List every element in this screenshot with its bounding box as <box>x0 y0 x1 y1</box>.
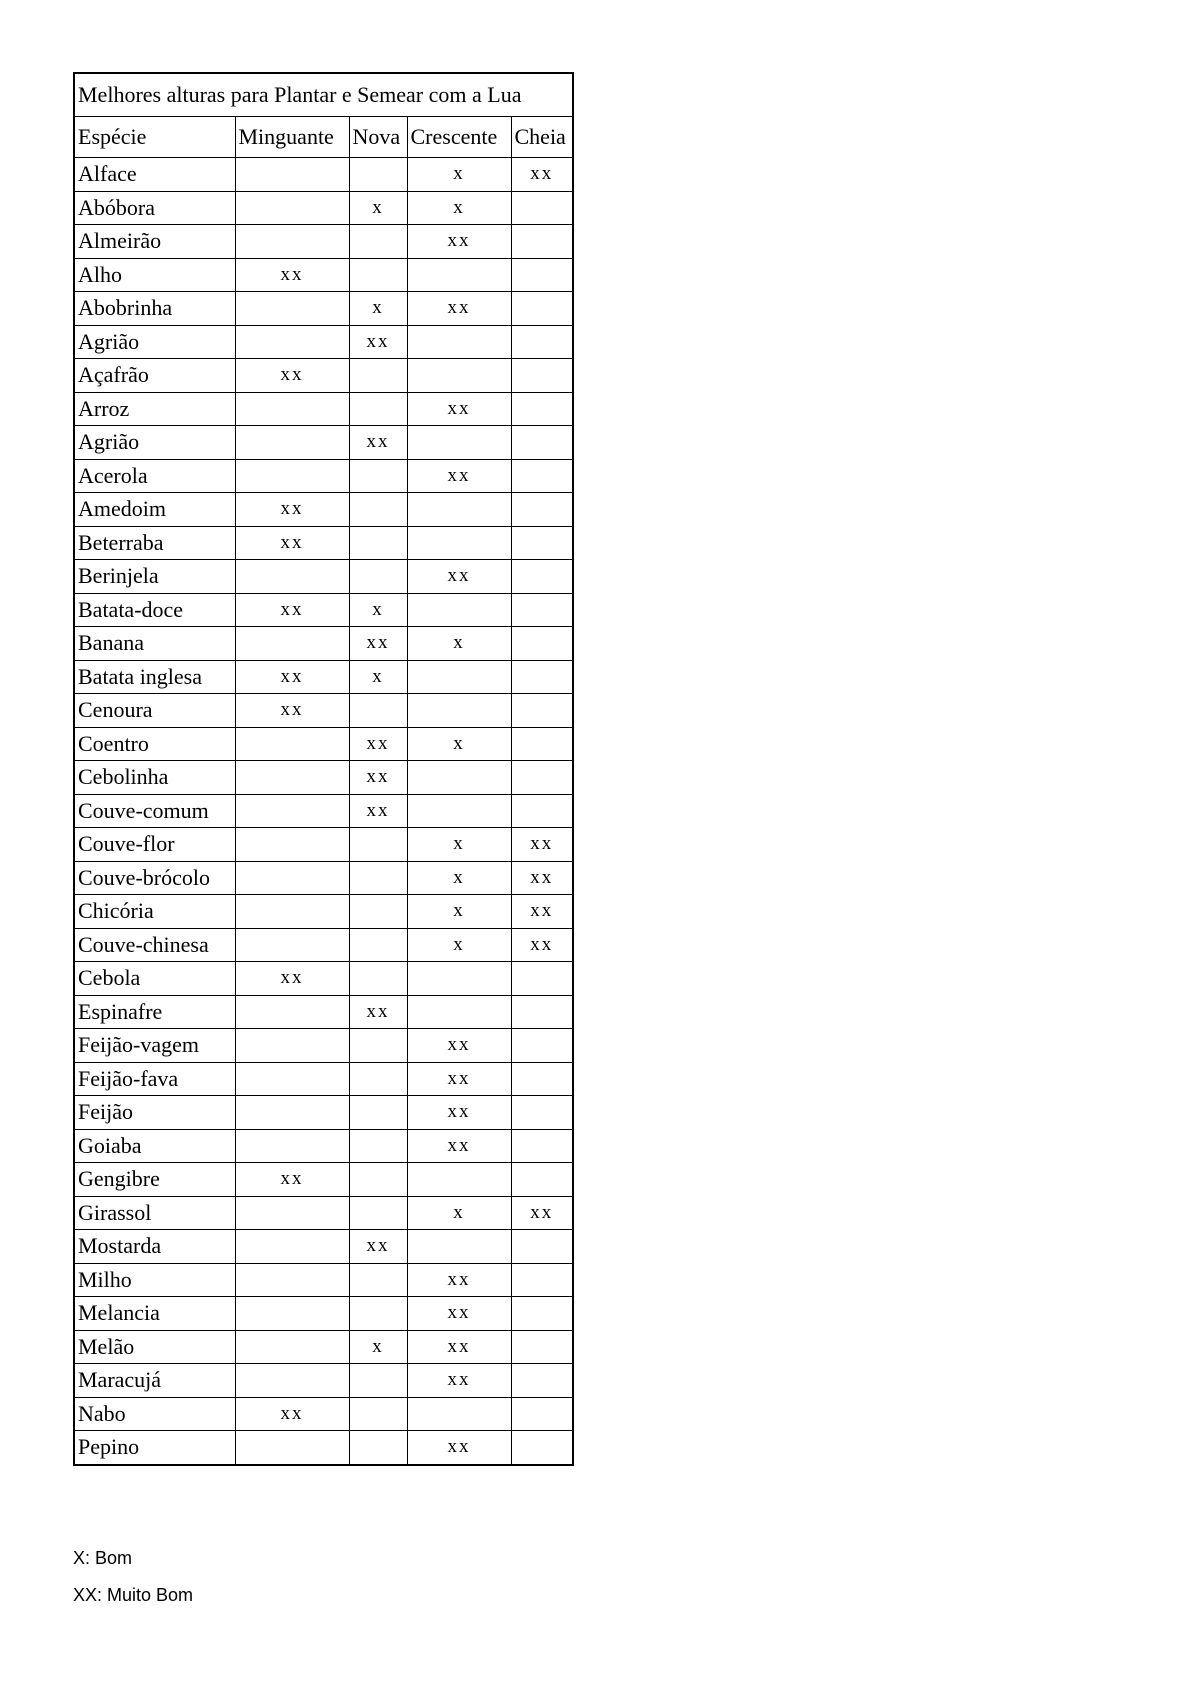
moon-cheia-cell <box>511 560 573 594</box>
moon-minguante-cell <box>235 1431 349 1465</box>
moon-crescente-cell: x <box>407 895 511 929</box>
table-row <box>74 1029 573 1063</box>
moon-cheia-cell <box>511 1431 573 1465</box>
moon-crescente-cell: x <box>407 1196 511 1230</box>
moon-crescente-cell: xx <box>407 1096 511 1130</box>
moon-crescente-cell <box>407 258 511 292</box>
moon-cheia-cell <box>511 1062 573 1096</box>
moon-crescente-cell <box>407 794 511 828</box>
moon-nova-cell <box>349 861 407 895</box>
moon-crescente-cell: xx <box>407 1431 511 1465</box>
moon-crescente-cell: xx <box>407 1263 511 1297</box>
species-cell: Girassol <box>74 1196 235 1230</box>
species-cell: Couve-flor <box>74 828 235 862</box>
moon-crescente-cell: x <box>407 727 511 761</box>
legend-bom: X: Bom <box>73 1548 133 1568</box>
moon-crescente-cell: xx <box>407 225 511 259</box>
moon-minguante-cell <box>235 459 349 493</box>
table-row <box>74 426 573 460</box>
table-row <box>74 828 573 862</box>
moon-nova-cell <box>349 258 407 292</box>
moon-cheia-cell <box>511 727 573 761</box>
moon-nova-cell <box>349 1431 407 1465</box>
table-row <box>74 1129 573 1163</box>
moon-cheia-cell <box>511 794 573 828</box>
moon-crescente-cell <box>407 325 511 359</box>
moon-cheia-cell <box>511 191 573 225</box>
moon-nova-cell <box>349 1029 407 1063</box>
moon-minguante-cell: xx <box>235 962 349 996</box>
table-row <box>74 593 573 627</box>
table-row <box>74 392 573 426</box>
species-cell: Feijão <box>74 1096 235 1130</box>
header-especie: Espécie <box>74 117 235 158</box>
moon-minguante-cell <box>235 828 349 862</box>
species-cell: Cebolinha <box>74 761 235 795</box>
moon-nova-cell: xx <box>349 995 407 1029</box>
species-cell: Agrião <box>74 325 235 359</box>
moon-crescente-cell: xx <box>407 459 511 493</box>
moon-nova-cell <box>349 1062 407 1096</box>
moon-cheia-cell: xx <box>511 1196 573 1230</box>
table-row <box>74 895 573 929</box>
moon-minguante-cell <box>235 292 349 326</box>
moon-cheia-cell <box>511 962 573 996</box>
table-row <box>74 962 573 996</box>
moon-cheia-cell <box>511 493 573 527</box>
legend-muito-bom: XX: Muito Bom <box>73 1585 194 1605</box>
moon-nova-cell <box>349 560 407 594</box>
table-row <box>74 794 573 828</box>
species-cell: Agrião <box>74 426 235 460</box>
species-cell: Mostarda <box>74 1230 235 1264</box>
header-crescente: Crescente <box>407 117 511 158</box>
moon-cheia-cell: xx <box>511 828 573 862</box>
moon-minguante-cell: xx <box>235 526 349 560</box>
species-cell: Couve-chinesa <box>74 928 235 962</box>
moon-nova-cell <box>349 392 407 426</box>
moon-cheia-cell <box>511 1330 573 1364</box>
moon-nova-cell: x <box>349 191 407 225</box>
table-row <box>74 1297 573 1331</box>
species-cell: Berinjela <box>74 560 235 594</box>
moon-nova-cell: xx <box>349 325 407 359</box>
moon-minguante-cell <box>235 928 349 962</box>
moon-minguante-cell <box>235 325 349 359</box>
moon-cheia-cell <box>511 593 573 627</box>
moon-nova-cell: xx <box>349 761 407 795</box>
table-row <box>74 1062 573 1096</box>
table-row <box>74 1431 573 1465</box>
moon-cheia-cell <box>511 995 573 1029</box>
moon-cheia-cell <box>511 660 573 694</box>
table-body <box>74 158 573 1465</box>
moon-crescente-cell: xx <box>407 1029 511 1063</box>
moon-nova-cell <box>349 459 407 493</box>
moon-cheia-cell <box>511 459 573 493</box>
moon-minguante-cell: xx <box>235 359 349 393</box>
moon-crescente-cell: xx <box>407 1297 511 1331</box>
moon-nova-cell <box>349 962 407 996</box>
moon-cheia-cell <box>511 426 573 460</box>
moon-cheia-cell <box>511 1297 573 1331</box>
species-cell: Alho <box>74 258 235 292</box>
moon-cheia-cell <box>511 761 573 795</box>
moon-crescente-cell: x <box>407 861 511 895</box>
species-cell: Batata-doce <box>74 593 235 627</box>
moon-cheia-cell <box>511 1029 573 1063</box>
moon-cheia-cell: xx <box>511 861 573 895</box>
moon-cheia-cell <box>511 359 573 393</box>
table-row <box>74 1263 573 1297</box>
table-row <box>74 627 573 661</box>
moon-minguante-cell <box>235 727 349 761</box>
moon-minguante-cell <box>235 225 349 259</box>
table-row <box>74 1096 573 1130</box>
moon-nova-cell: x <box>349 593 407 627</box>
species-cell: Gengibre <box>74 1163 235 1197</box>
moon-nova-cell: x <box>349 292 407 326</box>
table-row <box>74 258 573 292</box>
moon-minguante-cell: xx <box>235 1397 349 1431</box>
moon-minguante-cell <box>235 794 349 828</box>
moon-crescente-cell <box>407 593 511 627</box>
table-title: Melhores alturas para Plantar e Semear com a Lua <box>74 73 573 117</box>
moon-minguante-cell <box>235 627 349 661</box>
species-cell: Milho <box>74 1263 235 1297</box>
moon-cheia-cell <box>511 292 573 326</box>
table-row <box>74 292 573 326</box>
moon-crescente-cell <box>407 1397 511 1431</box>
moon-nova-cell: xx <box>349 426 407 460</box>
species-cell: Coentro <box>74 727 235 761</box>
species-cell: Feijão-fava <box>74 1062 235 1096</box>
table-row <box>74 995 573 1029</box>
species-cell: Pepino <box>74 1431 235 1465</box>
moon-cheia-cell: xx <box>511 928 573 962</box>
moon-cheia-cell <box>511 225 573 259</box>
header-nova: Nova <box>349 117 407 158</box>
title-row <box>74 73 573 117</box>
moon-planting-table <box>73 72 574 1466</box>
species-cell: Beterraba <box>74 526 235 560</box>
moon-minguante-cell <box>235 392 349 426</box>
moon-minguante-cell: xx <box>235 1163 349 1197</box>
moon-minguante-cell: xx <box>235 660 349 694</box>
species-cell: Açafrão <box>74 359 235 393</box>
moon-minguante-cell <box>235 761 349 795</box>
moon-crescente-cell: xx <box>407 560 511 594</box>
moon-minguante-cell <box>235 1129 349 1163</box>
moon-crescente-cell <box>407 1163 511 1197</box>
moon-nova-cell <box>349 359 407 393</box>
moon-crescente-cell: xx <box>407 1330 511 1364</box>
moon-cheia-cell <box>511 694 573 728</box>
moon-nova-cell <box>349 828 407 862</box>
table-row <box>74 660 573 694</box>
table-row <box>74 191 573 225</box>
moon-minguante-cell: xx <box>235 493 349 527</box>
moon-nova-cell: x <box>349 660 407 694</box>
species-cell: Couve-comum <box>74 794 235 828</box>
table-row <box>74 560 573 594</box>
moon-nova-cell: xx <box>349 727 407 761</box>
moon-minguante-cell <box>235 1062 349 1096</box>
species-cell: Banana <box>74 627 235 661</box>
table-row <box>74 1364 573 1398</box>
species-cell: Feijão-vagem <box>74 1029 235 1063</box>
species-cell: Goiaba <box>74 1129 235 1163</box>
moon-nova-cell: xx <box>349 1230 407 1264</box>
species-cell: Cenoura <box>74 694 235 728</box>
moon-cheia-cell <box>511 325 573 359</box>
table-row <box>74 359 573 393</box>
moon-crescente-cell <box>407 1230 511 1264</box>
moon-crescente-cell: x <box>407 191 511 225</box>
moon-nova-cell <box>349 493 407 527</box>
species-cell: Almeirão <box>74 225 235 259</box>
species-cell: Melancia <box>74 1297 235 1331</box>
moon-nova-cell <box>349 1297 407 1331</box>
moon-crescente-cell <box>407 694 511 728</box>
table-row <box>74 727 573 761</box>
table-row <box>74 1330 573 1364</box>
moon-crescente-cell: xx <box>407 1364 511 1398</box>
moon-crescente-cell <box>407 962 511 996</box>
moon-nova-cell <box>349 225 407 259</box>
table-row <box>74 1397 573 1431</box>
species-cell: Batata inglesa <box>74 660 235 694</box>
species-cell: Nabo <box>74 1397 235 1431</box>
moon-crescente-cell: xx <box>407 392 511 426</box>
moon-crescente-cell: x <box>407 828 511 862</box>
moon-minguante-cell: xx <box>235 694 349 728</box>
moon-crescente-cell <box>407 493 511 527</box>
moon-nova-cell <box>349 1397 407 1431</box>
moon-cheia-cell <box>511 1129 573 1163</box>
species-cell: Alface <box>74 158 235 192</box>
species-cell: Arroz <box>74 392 235 426</box>
moon-crescente-cell: xx <box>407 1062 511 1096</box>
table-row <box>74 158 573 192</box>
moon-nova-cell <box>349 928 407 962</box>
moon-minguante-cell <box>235 895 349 929</box>
moon-cheia-cell <box>511 1263 573 1297</box>
moon-nova-cell <box>349 895 407 929</box>
moon-nova-cell <box>349 1129 407 1163</box>
moon-crescente-cell <box>407 761 511 795</box>
moon-crescente-cell <box>407 526 511 560</box>
table-row <box>74 325 573 359</box>
moon-crescente-cell <box>407 995 511 1029</box>
moon-crescente-cell: x <box>407 158 511 192</box>
moon-crescente-cell <box>407 426 511 460</box>
species-cell: Abobrinha <box>74 292 235 326</box>
table-row <box>74 225 573 259</box>
moon-nova-cell: xx <box>349 627 407 661</box>
moon-minguante-cell <box>235 158 349 192</box>
moon-nova-cell <box>349 1263 407 1297</box>
moon-cheia-cell <box>511 1364 573 1398</box>
species-cell: Abóbora <box>74 191 235 225</box>
moon-minguante-cell <box>235 1230 349 1264</box>
moon-minguante-cell <box>235 1364 349 1398</box>
header-cheia: Cheia <box>511 117 573 158</box>
moon-nova-cell <box>349 1196 407 1230</box>
moon-minguante-cell <box>235 1330 349 1364</box>
table-row <box>74 1163 573 1197</box>
moon-crescente-cell: xx <box>407 1129 511 1163</box>
species-cell: Espinafre <box>74 995 235 1029</box>
table-row <box>74 493 573 527</box>
moon-minguante-cell <box>235 995 349 1029</box>
table-row <box>74 459 573 493</box>
moon-crescente-cell <box>407 359 511 393</box>
moon-cheia-cell <box>511 258 573 292</box>
moon-minguante-cell: xx <box>235 258 349 292</box>
moon-crescente-cell: xx <box>407 292 511 326</box>
species-cell: Couve-brócolo <box>74 861 235 895</box>
moon-cheia-cell <box>511 526 573 560</box>
header-row <box>74 117 573 158</box>
table-row <box>74 761 573 795</box>
species-cell: Acerola <box>74 459 235 493</box>
moon-minguante-cell <box>235 1263 349 1297</box>
moon-nova-cell <box>349 1364 407 1398</box>
species-cell: Cebola <box>74 962 235 996</box>
moon-crescente-cell: x <box>407 627 511 661</box>
table-row <box>74 928 573 962</box>
moon-minguante-cell <box>235 560 349 594</box>
table-row <box>74 694 573 728</box>
species-cell: Chicória <box>74 895 235 929</box>
moon-minguante-cell: xx <box>235 593 349 627</box>
moon-cheia-cell <box>511 1230 573 1264</box>
moon-cheia-cell: xx <box>511 158 573 192</box>
table-row <box>74 1196 573 1230</box>
table-row <box>74 861 573 895</box>
moon-minguante-cell <box>235 1029 349 1063</box>
moon-cheia-cell <box>511 627 573 661</box>
moon-crescente-cell: x <box>407 928 511 962</box>
header-minguante: Minguante <box>235 117 349 158</box>
species-cell: Maracujá <box>74 1364 235 1398</box>
species-cell: Melão <box>74 1330 235 1364</box>
moon-minguante-cell <box>235 861 349 895</box>
moon-crescente-cell <box>407 660 511 694</box>
table-row <box>74 526 573 560</box>
table-row <box>74 1230 573 1264</box>
moon-minguante-cell <box>235 1096 349 1130</box>
species-cell: Amedoim <box>74 493 235 527</box>
moon-cheia-cell <box>511 392 573 426</box>
moon-nova-cell <box>349 1163 407 1197</box>
moon-nova-cell <box>349 1096 407 1130</box>
moon-cheia-cell: xx <box>511 895 573 929</box>
moon-minguante-cell <box>235 426 349 460</box>
moon-nova-cell <box>349 526 407 560</box>
moon-cheia-cell <box>511 1096 573 1130</box>
moon-minguante-cell <box>235 1297 349 1331</box>
moon-nova-cell: xx <box>349 794 407 828</box>
moon-cheia-cell <box>511 1397 573 1431</box>
moon-minguante-cell <box>235 1196 349 1230</box>
moon-nova-cell: x <box>349 1330 407 1364</box>
moon-nova-cell <box>349 158 407 192</box>
moon-cheia-cell <box>511 1163 573 1197</box>
moon-minguante-cell <box>235 191 349 225</box>
moon-nova-cell <box>349 694 407 728</box>
